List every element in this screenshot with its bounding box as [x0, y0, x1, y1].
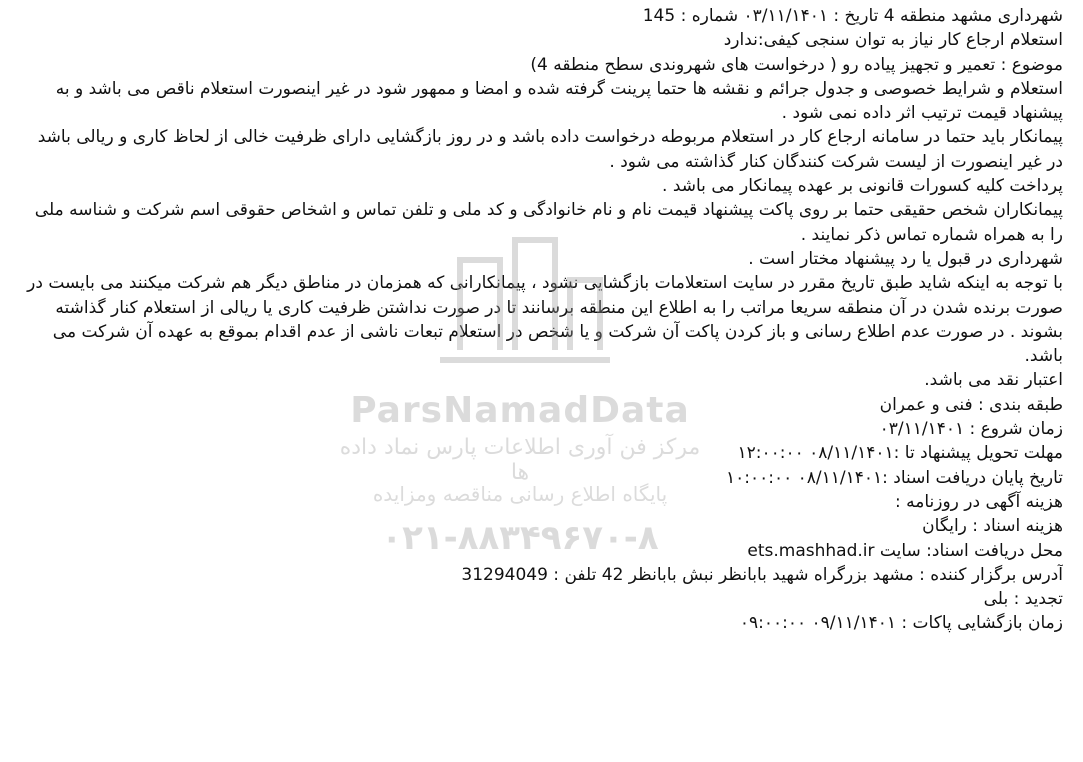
opening-time-line: زمان بازگشایی پاکات : ۰۹/۱۱/۱۴۰۱ ۰۹:۰۰:۰۰ [739, 613, 1063, 634]
watermark-subtitle-1: مرکز فن آوری اطلاعات پارس نماد داده ها [339, 435, 701, 485]
paragraph-envelope-details: پیمانکاران شخص حقیقی حتما بر روی پاکت پیشنهاد قیمت نام و نام خانوادگی و کد ملی و تلفن تماس و اشخاص حقوقی اسم شرکت و شناسه ملی را به همراه شماره تماس ذکر نمایند . [34, 200, 1063, 245]
start-time-line: زمان شروع : ۰۳/۱۱/۱۴۰۱ [879, 419, 1063, 440]
organizer-address-line: آدرس برگزار کننده : مشهد بزرگراه شهید بابانظر نبش بابانظر 42 تلفن : 31294049 [461, 564, 1063, 585]
inquiry-type-line: استعلام ارجاع کار نیاز به توان سنجی کیفی:ندارد [723, 30, 1063, 51]
subject-line: موضوع : تعمیر و تجهیز پیاده رو ( درخواست های شهروندی سطح منطقه 4) [530, 54, 1063, 75]
document-receipt-end-line: تاریخ پایان دریافت اسناد :۰۸/۱۱/۱۴۰۱ ۱۰:۰۰:۰۰ [725, 467, 1063, 488]
watermark-phone: ۰۲۱-۸۸۳۴۹۶۷۰-۸ [381, 518, 659, 558]
watermark-subtitle-2: پایگاه اطلاع رسانی مناقصه ومزایده [372, 482, 668, 506]
paragraph-print-requirement: استعلام و شرایط خصوصی و جدول جرائم و نقشه ها حتما پرینت گرفته شده و امضا و ممهور شود در غیر اینصورت استعلام ناقص می باشد و به پیشنهاد قیمت ترتیب اثر داده نمی شود . [55, 78, 1063, 124]
paragraph-cash-credit: اعتبار نقد می باشد. [924, 370, 1063, 391]
document-cost-line: هزینه اسناد : رایگان [922, 516, 1063, 537]
renewal-line: تجدید : بلی [983, 589, 1063, 610]
submission-deadline-line: مهلت تحویل پیشنهاد تا :۰۸/۱۱/۱۴۰۱ ۱۲:۰۰:۰۰ [737, 443, 1063, 464]
paragraph-legal-deductions: پرداخت کلیه کسورات قانونی بر عهده پیمانکار می باشد . [662, 176, 1063, 197]
document-location-line [20, 539, 1063, 563]
paragraph-contractor-capacity: پیمانکار باید حتما در سامانه ارجاع کار در استعلام مربوطه درخواست داده باشد و در روز بازگشایی دارای ظرفیت خالی از لحاظ کاری و ریالی باشد در غیر اینصورت از لیست شرکت کنندگان کنار گذاشته می شود . [37, 127, 1063, 172]
document-location-site-link[interactable]: ets.mashhad.ir [747, 540, 875, 561]
paragraph-municipality-right: شهرداری در قبول یا رد پیشنهاد مختار است . [748, 248, 1063, 269]
watermark-brand: ParsNamadData [350, 390, 690, 431]
header-line: شهرداری مشهد منطقه 4 تاریخ : ۰۳/۱۱/۱۴۰۱ شماره : 145 [642, 6, 1063, 26]
document-location-label: محل دریافت اسناد: سایت [874, 540, 1063, 561]
paragraph-opening-notice: با توجه به اینکه شاید طبق تاریخ مقرر در سایت استعلامات بازگشایی نشود ، پیمانکارانی که همزمان در مناطق دیگر هم شرکت میکنند می بایست در صورت برنده شدن در آن منطقه سریعا مراتب را به اطلاع این منطقه برسانند تا در صورت نداشتن ظرفیت کاری یا ریالی از استعلام کنار گذاشته بشوند . در صورت عدم اطلاع رسانی و باز کردن پاکت آن شرکت و یا شخص در استعلام تبعات ناشی از عدم اقدام بموقع به عهده آن شرکت می باشد. [27, 273, 1063, 367]
newspaper-ad-cost-line: هزینه آگهی در روزنامه : [894, 491, 1063, 512]
category-line: طبقه بندی : فنی و عمران [879, 394, 1063, 415]
